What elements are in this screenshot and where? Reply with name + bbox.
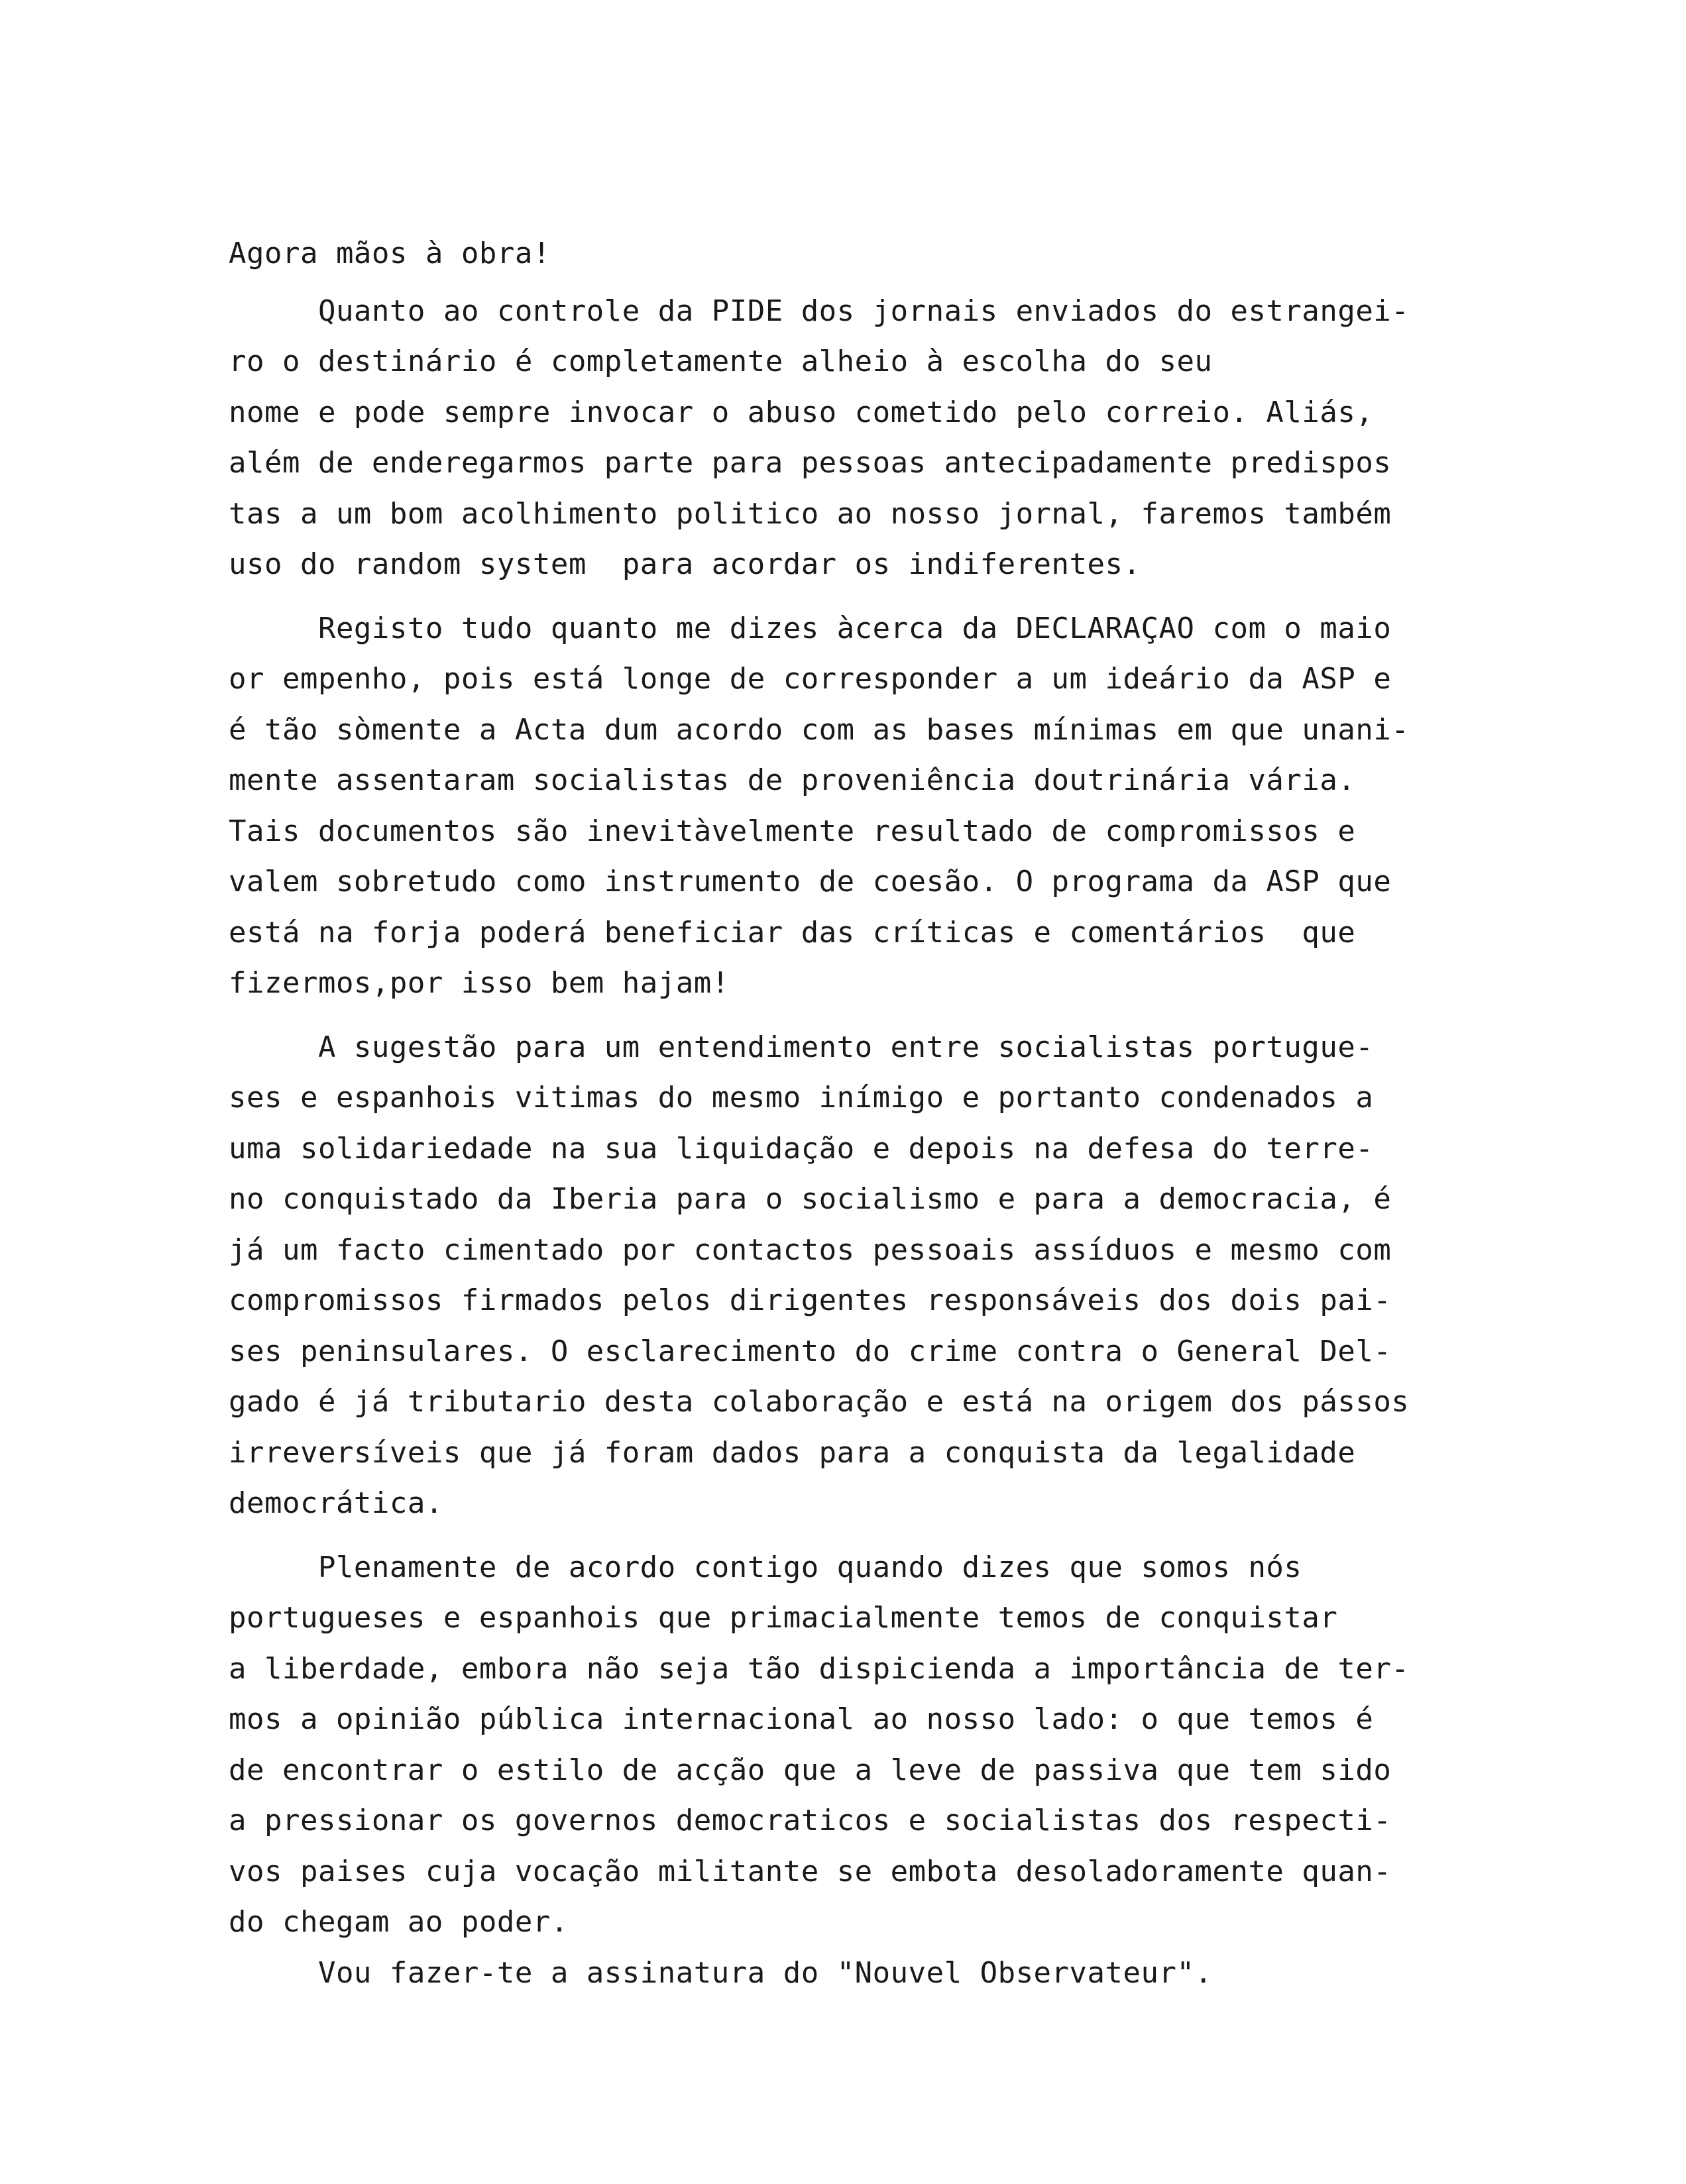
text-line: a liberdade, embora não seja tão dispicienda a importância de ter- xyxy=(229,1651,1410,1686)
paragraph xyxy=(229,1948,1567,1999)
text-line: mos a opinião pública internacional ao nosso lado: o que temos é xyxy=(229,1702,1374,1736)
text-line: ses peninsulares. O esclarecimento do crime contra o General Del- xyxy=(229,1334,1392,1368)
text-line: irreversíveis que já foram dados para a conquista da legalidade xyxy=(229,1435,1356,1470)
paragraph xyxy=(229,1022,1567,1529)
text-line: está na forja poderá beneficiar das críticas e comentários que xyxy=(229,915,1356,950)
text-line: ro o destinário é completamente alheio à escolha do seu xyxy=(229,345,1213,378)
text-line: Quanto ao controle da PIDE dos jornais enviados do estrangei- xyxy=(229,294,1410,328)
text-line: uso do random system para acordar os indiferentes. xyxy=(229,547,1141,581)
text-line: mente assentaram socialistas de proveniência doutrinária vária. xyxy=(229,763,1356,797)
text-line: é tão sòmente a Acta dum acordo com as bases mínimas em que unani- xyxy=(229,712,1410,747)
text-line: vos paises cuja vocação militante se embota desoladoramente quan- xyxy=(229,1854,1392,1888)
text-line: Registo tudo quanto me dizes àcerca da DECLARAÇAO com o maio xyxy=(229,611,1392,645)
text-line: ses e espanhois vitimas do mesmo inímigo e portanto condenados a xyxy=(229,1081,1374,1115)
text-line: fizermos,por isso bem hajam! xyxy=(229,966,730,1000)
text-line: Agora mãos à obra! xyxy=(229,237,551,270)
paragraph xyxy=(229,229,1567,280)
text-line: portugueses e espanhois que primacialmente temos de conquistar xyxy=(229,1601,1338,1635)
text-line: nome e pode sempre invocar o abuso cometido pelo correio. Aliás, xyxy=(229,395,1374,429)
text-line: uma solidariedade na sua liquidação e depois na defesa do terre- xyxy=(229,1131,1374,1166)
text-line: democrática. xyxy=(229,1486,443,1520)
paragraph xyxy=(229,1543,1567,1948)
text-line: a pressionar os governos democraticos e socialistas dos respecti- xyxy=(229,1804,1392,1837)
text-line: valem sobretudo como instrumento de coesão. O programa da ASP que xyxy=(229,865,1392,899)
paragraph xyxy=(229,286,1567,590)
text-line: Vou fazer-te a assinatura do "Nouvel Observateur". xyxy=(229,1955,1213,1990)
text-line: de encontrar o estilo de acção que a leve de passiva que tem sido xyxy=(229,1753,1392,1787)
text-line: A sugestão para um entendimento entre socialistas portugue- xyxy=(229,1030,1374,1064)
letter-body xyxy=(229,229,1567,1998)
paragraph xyxy=(229,604,1567,1009)
text-line: Tais documentos são inevitàvelmente resultado de compromissos e xyxy=(229,814,1356,848)
text-line: or empenho, pois está longe de corresponder a um ideário da ASP e xyxy=(229,662,1392,696)
text-line: além de enderegarmos parte para pessoas antecipadamente predispos xyxy=(229,446,1392,480)
text-line: Plenamente de acordo contigo quando dizes que somos nós xyxy=(229,1550,1302,1584)
text-line: tas a um bom acolhimento politico ao nosso jornal, faremos também xyxy=(229,496,1392,531)
text-line: gado é já tributario desta colaboração e está na origem dos pássos xyxy=(229,1385,1410,1419)
text-line: no conquistado da Iberia para o socialismo e para a democracia, é xyxy=(229,1182,1392,1216)
text-line: compromissos firmados pelos dirigentes responsáveis dos dois pai- xyxy=(229,1283,1392,1317)
text-line: do chegam ao poder. xyxy=(229,1905,569,1939)
text-line: já um facto cimentado por contactos pessoais assíduos e mesmo com xyxy=(229,1232,1392,1267)
